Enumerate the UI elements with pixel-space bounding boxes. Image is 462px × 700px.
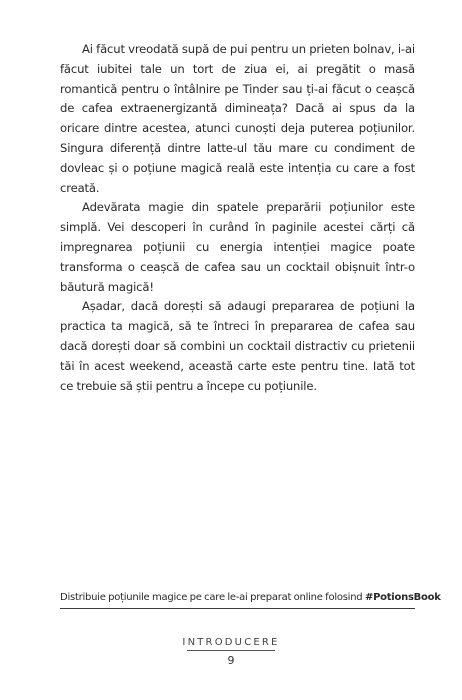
paragraph-1: Ai făcut vreodată supă de pui pentru un prieten bolnav, i-ai făcut iubitei tale un tort de ziua ei, ai pregătit o masă romantică pentru o întâlnire pe Tinder sau ți-ai făcut o ceașcă de cafea extraenergizantă dimineața? Dacă ai spus da la oricare dintre acestea, atunci cunoști deja puterea poțiunilor. Singura diferență dintre latte-ul tău mare cu condiment de dovleac și o poțiune magică reală este intenția cu care a fost creată. [60, 42, 415, 195]
paragraph-2: Adevărata magie din spatele preparării poțiunilor este simplă. Vei descoperi în curând în paginile acestei cărți că impregnarea poțiunii cu energia intenției magice poate transforma o ceașcă de cafea sau un cocktail obișnuit într-o băutură magică! [60, 200, 415, 294]
footer-rule [187, 650, 275, 651]
section-name: INTRODUCERE [182, 637, 280, 648]
running-footer [0, 637, 462, 667]
body-text [60, 40, 415, 396]
hashtag: #PotionsBook [364, 592, 441, 603]
paragraph-3: Așadar, dacă dorești să adaugi prepararea de poțiuni la practica ta magică, să te întreci în prepararea de cafea sau dacă dorești doar să combini un cocktail distractiv cu prietenii tăi în acest weekend, această carte este pentru tine. Iată tot ce trebuie să știi pentru a începe cu poțiunile. [60, 299, 415, 393]
page-number: 9 [227, 654, 235, 667]
share-note [60, 591, 441, 609]
share-note-text: Distribuie poțiunile magice pe care le-ai preparat online folosind [60, 592, 365, 603]
